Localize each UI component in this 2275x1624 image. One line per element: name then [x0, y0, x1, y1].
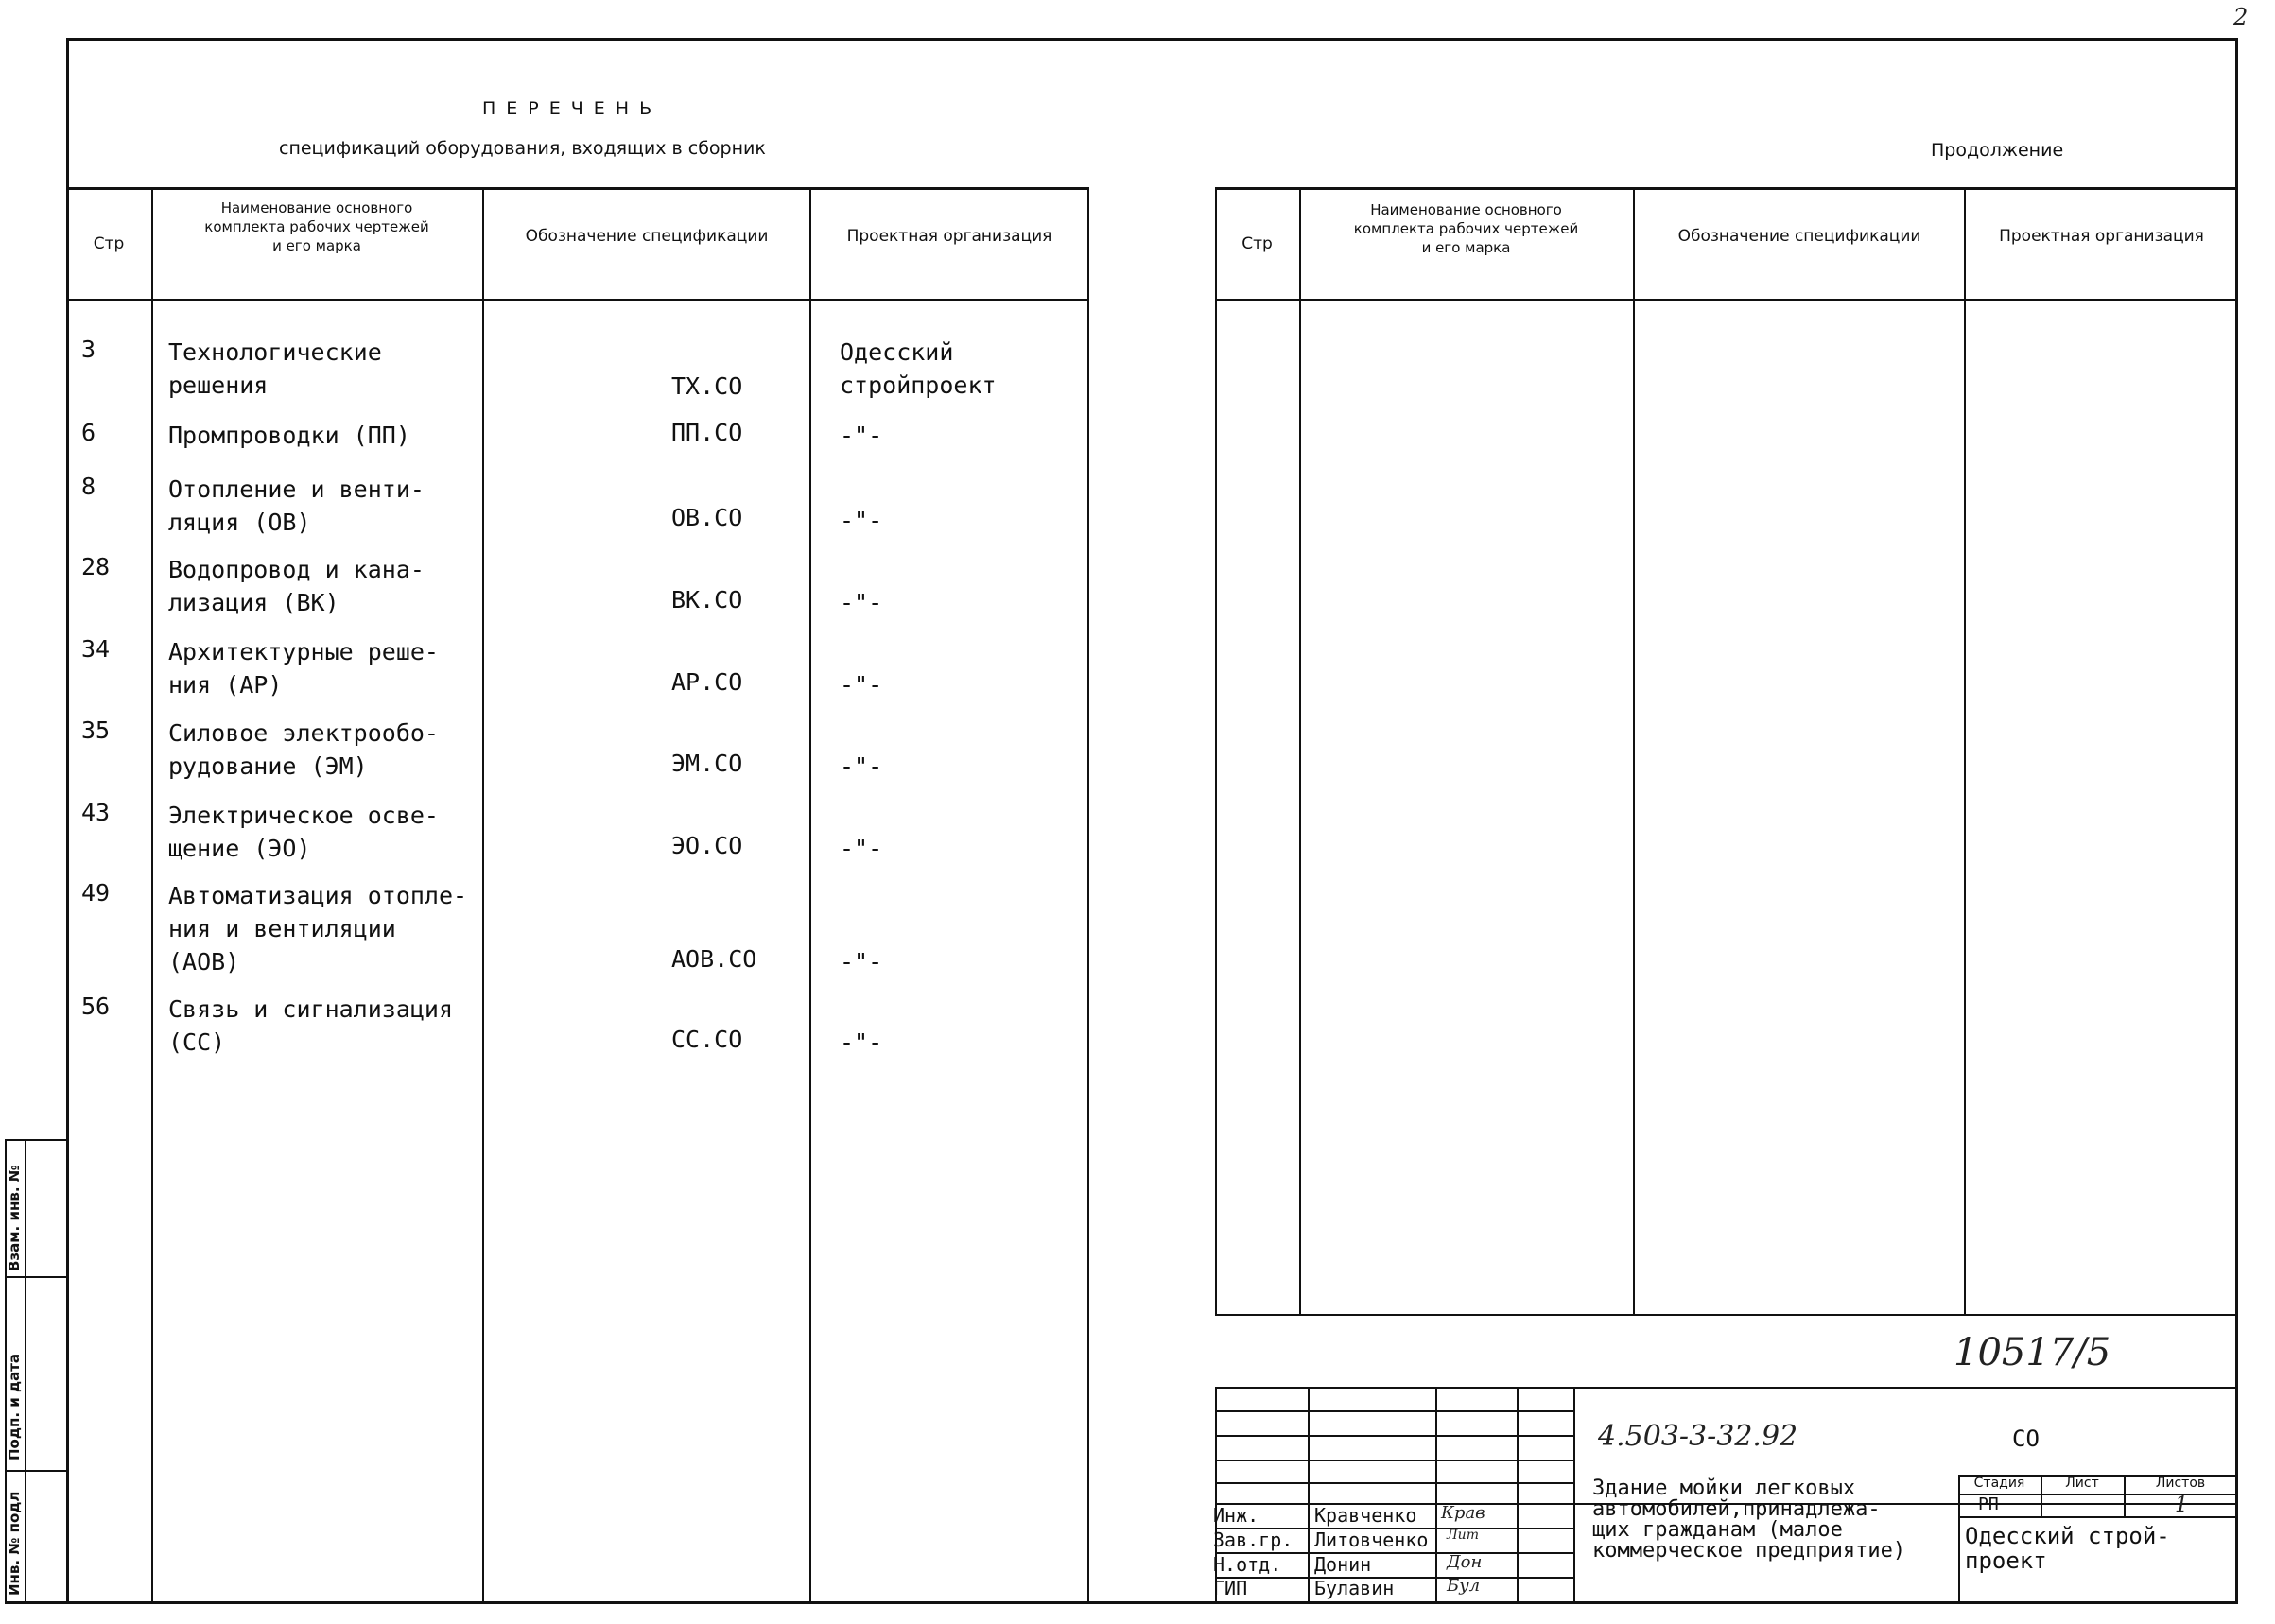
frame-top [66, 38, 2237, 41]
doc-code: 4.503-3-32.92 [1598, 1420, 1798, 1453]
page-subtitle: спецификаций оборудования, входящих в сборник [279, 138, 766, 159]
side-stamp-inner [25, 1139, 26, 1602]
side-label-inv: Инв. № подл [6, 1491, 23, 1596]
frame-bottom [5, 1601, 2238, 1604]
sheets-label: Листов [2155, 1476, 2206, 1491]
doc-description: Здание мойки легковых автомобилей,принадлежа- щих гражданам (малое коммерческое предприятие) [1592, 1477, 1906, 1563]
doc-suffix: СО [2012, 1425, 2040, 1452]
page-number: 2 [2233, 4, 2249, 30]
side-label-vzam: Взам. инв. № [6, 1165, 23, 1271]
col-header-spec: Обозначение спецификации [525, 227, 769, 246]
col-header-spec-right: Обозначение спецификации [1677, 227, 1921, 246]
sheets-value: 1 [2175, 1494, 2188, 1517]
organization: Одесский строй- проект [1965, 1523, 2170, 1574]
col-header-name-right: Наименование основного комплекта рабочих чертежей и его марка [1353, 201, 1579, 256]
col-header-name: Наименование основного комплекта рабочих чертежей и его марка [204, 199, 429, 254]
frame-left [66, 38, 69, 1602]
stage-label: Стадия [1973, 1476, 2025, 1491]
col-header-org: Проектная организация [846, 227, 1052, 246]
col-header-page-right: Стр [1242, 234, 1273, 253]
frame-right [2235, 38, 2238, 1602]
stage-value: РП [1978, 1494, 1999, 1514]
col-header-org-right: Проектная организация [1999, 227, 2204, 246]
continuation-label: Продолжение [1931, 140, 2064, 161]
archive-number: 10517/5 [1954, 1331, 2111, 1374]
sheet-label: Лист [2065, 1476, 2099, 1491]
page-title: ПЕРЕЧЕНЬ [482, 98, 663, 119]
side-label-podp: Подп. и дата [6, 1353, 23, 1460]
drawing-sheet: 2 Взам. инв. № Подп. и дата Инв. № подл ПЕРЕЧЕНЬ спецификаций оборудования, входящих в сборник Продолжение Стр Наименование основного комплекта рабочих чертежей и его марка Обозначение спецификации Проектная организация 3 Технологические решения TX.CO Одесский стройпроект 6 Промпроводки (ПП) ПП.CO -"- 8 Отопление и венти- ляция (ОВ) OB.CO -"- 28 Водопровод и кана- лизация (ВК) BK.CO -"- 34 Архитектурные реше- ния (АР) AP.CO -"- 35 Силовое электрообо- рудование (ЭМ) ЭM.CO -"- 43 Электрическое осве- щение (ЭО) ЭO.CO -"- 49 Автоматизация отопле- ния и вентиляции (АОВ) AOB.CO -"- 56 Связь и сигнализация (СС) CC.CO -"- Стр Наименование основного комплекта рабочих чертежей и его марка Обозначение спецификации Проектная организация 10517/5 4.503-3-32.92 СО Стадия Лист Листов РП 1 Одесский строй- проект Здание мойки легковых автомобилей,принадлежа- щих гражданам (малое коммерческое предприятие) Инж. Кравченко Крав Зав.гр. Литовченко Лит Н.отд. Донин Дон ГИП Булавин Бул [0, 0, 2275, 1624]
col-header-page: Стр [93, 234, 125, 253]
